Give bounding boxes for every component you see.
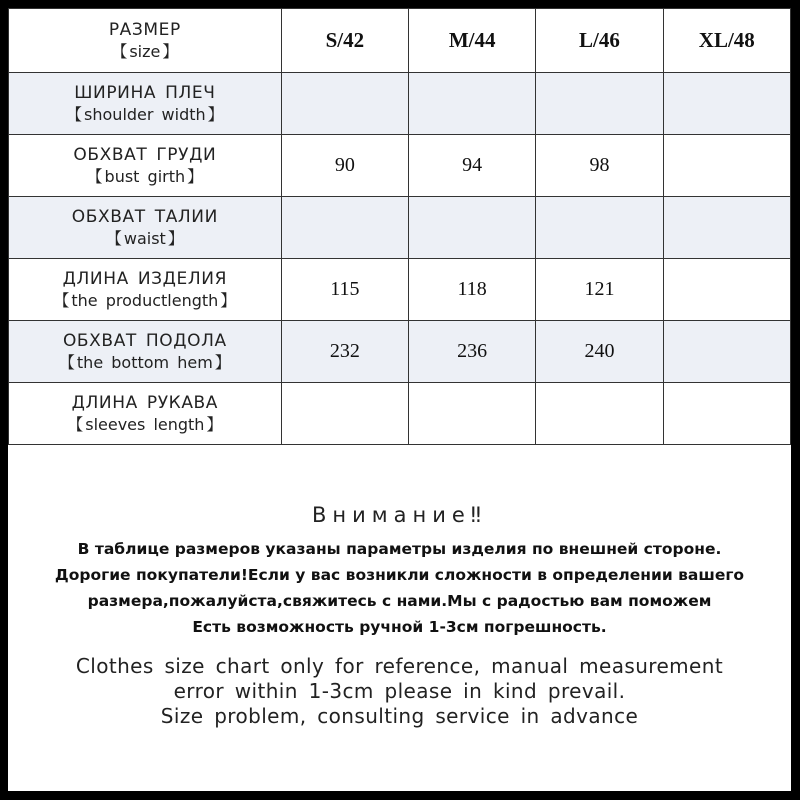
table-cell [536,383,663,445]
notice-title: Внимание‼ [312,503,487,527]
table-cell [409,383,536,445]
table-cell [663,259,790,321]
table-row [9,321,791,383]
row-label-sleeve-length: ДЛИНА РУКАВА 【 sleeves length 】 [9,383,282,445]
table-cell [536,197,663,259]
table-row [9,383,791,445]
notice-en-line: Clothes size chart only for reference, manual measurement [75,654,724,678]
notice-en-line: error within 1-3cm please in kind prevail. [173,679,626,703]
table-cell [663,135,790,197]
row-label-bottom-hem: ОБХВАТ ПОДОЛА 【 the bottom hem 】 [9,321,282,383]
notice-ru-line: размера,пожалуйста,свяжитесь с нами.Мы с радостью вам поможем [87,592,712,610]
table-cell [281,383,408,445]
table-row [9,135,791,197]
table-cell: 118 [409,259,536,321]
notice-section [8,500,791,729]
notice-ru-line: Дорогие покупатели!Если у вас возникли сложности в определении вашего [54,566,745,584]
table-cell [663,197,790,259]
table-cell: 115 [281,259,408,321]
table-cell: 232 [281,321,408,383]
table-cell: 121 [536,259,663,321]
notice-ru-line: В таблице размеров указаны параметры изделия по внешней стороне. [77,540,722,558]
table-cell [663,73,790,135]
row-label-product-length: ДЛИНА ИЗДЕЛИЯ 【 the productlength 】 [9,259,282,321]
table-cell [409,197,536,259]
row-label-waist: ОБХВАТ ТАЛИИ 【 waist 】 [9,197,282,259]
table-cell [281,73,408,135]
corner-label-en: 【 size 】 [111,41,179,61]
table-row [9,197,791,259]
table-cell: 240 [536,321,663,383]
table-row [9,73,791,135]
size-header-s: S/42 [281,9,408,73]
table-cell: 236 [409,321,536,383]
size-chart-card [8,8,791,791]
table-cell [536,73,663,135]
notice-en-block [8,654,791,729]
size-header-xl: XL/48 [663,9,790,73]
notice-ru-block [8,536,791,640]
table-cell: 98 [536,135,663,197]
row-label-bust-girth: ОБХВАТ ГРУДИ 【 bust girth 】 [9,135,282,197]
table-cell: 94 [409,135,536,197]
table-cell [663,383,790,445]
size-header-m: M/44 [409,9,536,73]
notice-ru-line: Есть возможность ручной 1-3см погрешность. [192,618,607,636]
table-cell [409,73,536,135]
corner-label-ru: РАЗМЕР [108,19,181,40]
header-corner-cell [9,9,282,73]
header-row [9,9,791,73]
size-chart-table [8,8,791,445]
notice-en-line: Size problem, consulting service in advance [160,704,639,728]
size-header-l: L/46 [536,9,663,73]
table-cell: 90 [281,135,408,197]
row-label-shoulder-width: ШИРИНА ПЛЕЧ 【 shoulder width 】 [9,73,282,135]
table-cell [663,321,790,383]
table-cell [281,197,408,259]
table-row [9,259,791,321]
